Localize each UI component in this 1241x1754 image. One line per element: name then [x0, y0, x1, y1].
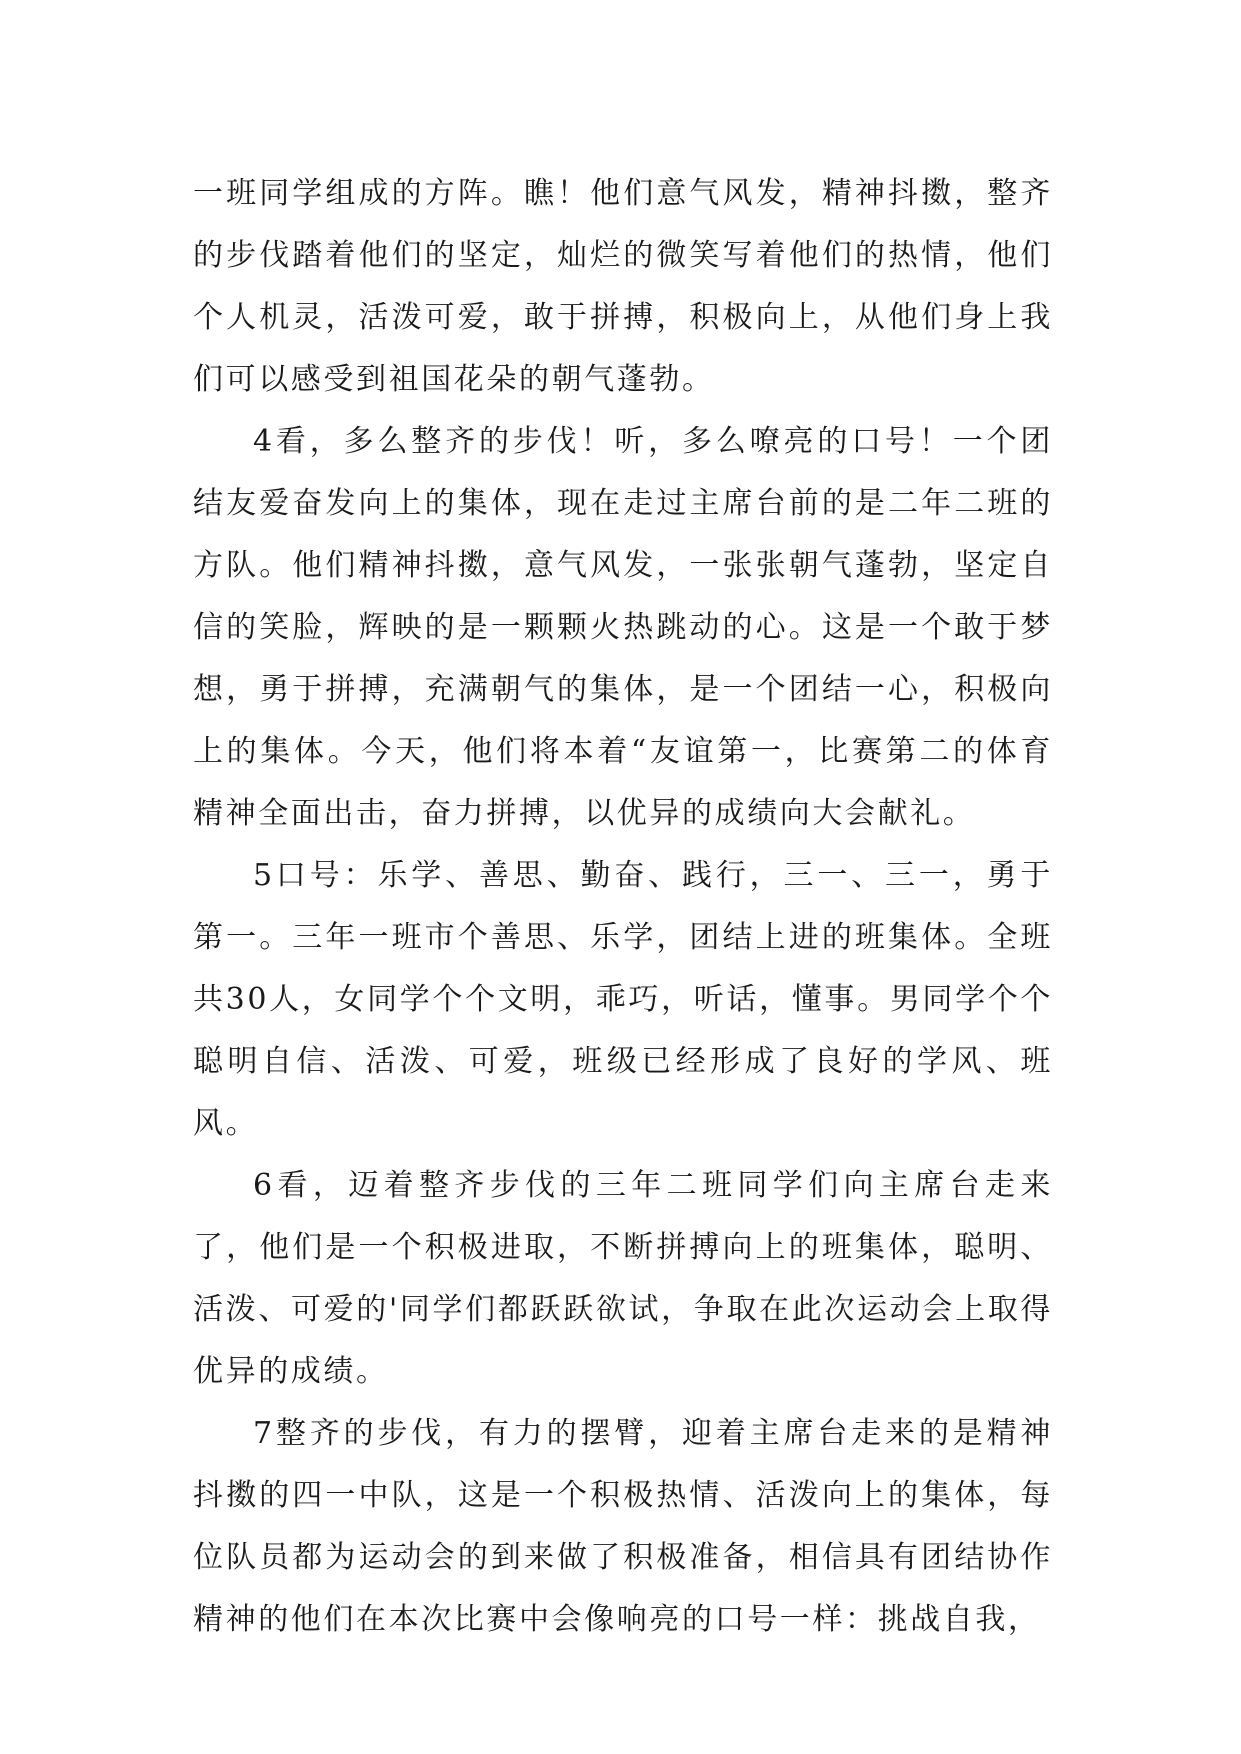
- paragraph-continuation: 一班同学组成的方阵。瞧！他们意气风发，精神抖擞，整齐的步伐踏着他们的坚定，灿烂的微笑写着他们的热情，他们个人机灵，活泼可爱，敢于拼搏，积极向上，从他们身上我们可以感受到祖国花朵的朝气蓬勃。: [193, 176, 1053, 397]
- document-body: [193, 163, 1053, 1651]
- paragraph-4: 4看，多么整齐的步伐！听，多么嘹亮的口号！一个团结友爱奋发向上的集体，现在走过主席台前的是二年二班的方队。他们精神抖擞，意气风发，一张张朝气蓬勃，坚定自信的笑脸，辉映的是一颗颗火热跳动的心。这是一个敢于梦想，勇于拼搏，充满朝气的集体，是一个团结一心，积极向上的集体。今天，他们将本着“友谊第一，比赛第二的体育精神全面出击，奋力拼搏，以优异的成绩向大会献礼。: [193, 424, 1053, 831]
- paragraph-6: 6看，迈着整齐步伐的三年二班同学们向主席台走来了，他们是一个积极进取，不断拼搏向上的班集体，聪明、活泼、可爱的'同学们都跃跃欲试，争取在此次运动会上取得优异的成绩。: [193, 1168, 1053, 1389]
- paragraph-7: 7整齐的步伐，有力的摆臂，迎着主席台走来的是精神抖擞的四一中队，这是一个积极热情、活泼向上的集体，每位队员都为运动会的到来做了积极准备，相信具有团结协作精神的他们在本次比赛中会像响亮的口号一样：挑战自我，: [193, 1416, 1053, 1637]
- paragraph-5: 5口号：乐学、善思、勤奋、践行，三一、三一，勇于第一。三年一班市个善思、乐学，团结上进的班集体。全班共30人，女同学个个文明，乖巧，听话，懂事。男同学个个聪明自信、活泼、可爱，班级已经形成了良好的学风、班风。: [193, 858, 1053, 1141]
